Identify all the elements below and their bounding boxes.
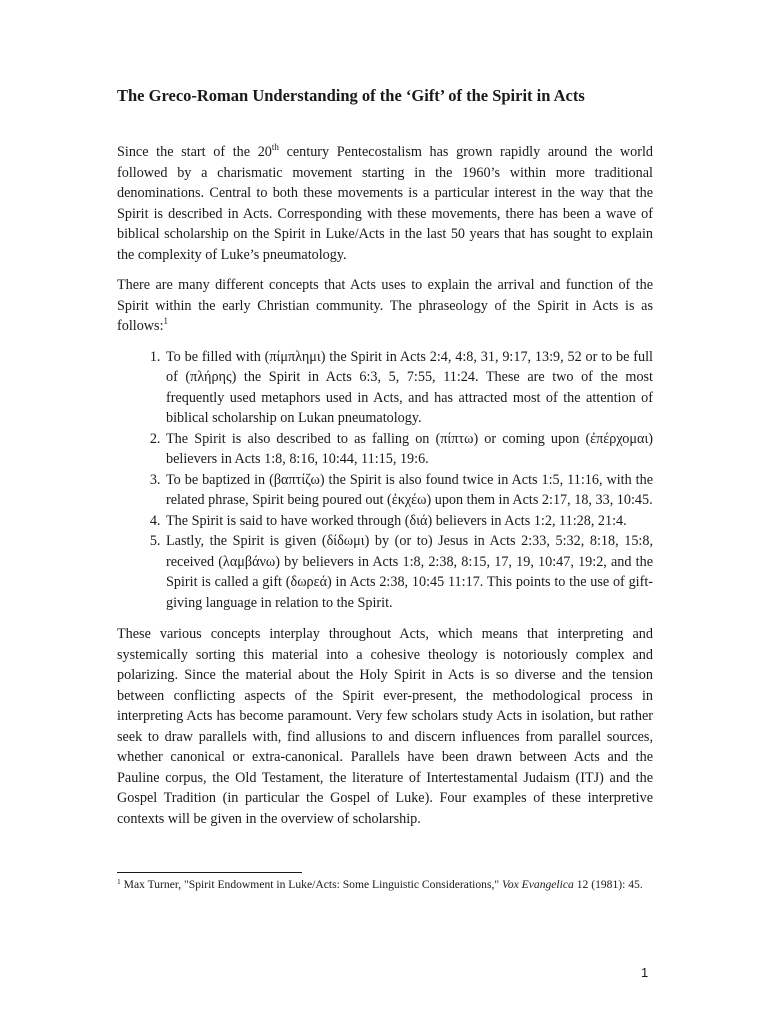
list-item: 1. To be filled with (πίμπλημι) the Spirit in Acts 2:4, 4:8, 31, 9:17, 13:9, 52 or to be full of (πλήρης) the Spirit in Acts 6:3, 5, 7:55, 11:24. These are two of the most frequently used metaphors used in Acts, and has attracted most of the attention of biblical scholarship on Lukan pneumatology. bbox=[164, 347, 653, 429]
paragraph-intro-start: Since the start of the 20 bbox=[117, 144, 272, 160]
ordinal-suffix: th bbox=[271, 142, 279, 152]
footnote-marker: 1 bbox=[117, 877, 121, 886]
phraseology-list bbox=[117, 347, 653, 614]
list-item: 5. Lastly, the Spirit is given (δίδωμι) by (or to) Jesus in Acts 2:33, 5:32, 8:18, 15:8, received (λαμβάνω) by believers in Acts 1:8, 2:38, 8:15, 17, 19, 10:47, 19:2, and the Spirit is called a gift (δωρεά) in Acts 2:38, 10:45 11:17. This points to the use of gift-giving language in relation to the Spirit. bbox=[164, 531, 653, 613]
paragraph-concepts bbox=[117, 275, 653, 337]
footnote-text-end: 12 (1981): 45. bbox=[573, 878, 643, 891]
footnote-journal: Vox Evangelica bbox=[502, 878, 574, 891]
paragraph-intro bbox=[117, 142, 653, 265]
footnote bbox=[117, 878, 653, 893]
list-item: 3. To be baptized in (βαπτίζω) the Spirit is also found twice in Acts 1:5, 11:16, with the related phrase, Spirit being poured out (ἐκχέω) upon them in Acts 2:17, 18, 33, 10:45. bbox=[164, 470, 653, 511]
page-number: 1 bbox=[641, 965, 649, 980]
list-item: 4. The Spirit is said to have worked through (διά) believers in Acts 1:2, 11:28, 21:4. bbox=[164, 511, 653, 532]
document-title: The Greco-Roman Understanding of the ‘Gift’ of the Spirit in Acts bbox=[117, 86, 585, 105]
footnote-reference: 1 bbox=[163, 316, 169, 326]
paragraph-interplay: These various concepts interplay throughout Acts, which means that interpreting and systemically sorting this material into a cohesive theology is notoriously complex and polarizing. Since the material about the Holy Spirit in Acts is so diverse and the tension between conflicting aspects of the Spirit ever-present, the methodological process in interpreting Acts has become paramount. Very few scholars study Acts in isolation, but rather seek to draw parallels with, find allusions to and discern influences from parallel sources, whether canonical or extra-canonical. Parallels have been drawn between Acts and the Pauline corpus, the Old Testament, the literature of Intertestamental Judaism (ITJ) and the Gospel Tradition (in particular the Gospel of Luke). Four examples of these interpretive contexts will be given in the overview of scholarship. bbox=[117, 626, 653, 827]
list-item: 2. The Spirit is also described to as falling on (πίπτω) or coming upon (ἐπέρχομαι) believers in Acts 1:8, 8:16, 10:44, 11:15, 19:6. bbox=[164, 429, 653, 470]
document-page bbox=[117, 0, 653, 1024]
footnote-text-start: Max Turner, "Spirit Endowment in Luke/Acts: Some Linguistic Considerations," bbox=[120, 878, 503, 891]
footnote-divider bbox=[117, 872, 302, 873]
document-body bbox=[117, 142, 653, 839]
paragraph-concepts-text: There are many different concepts that Acts uses to explain the arrival and function of the Spirit within the early Christian community. The phraseology of the Spirit in Acts is as follows: bbox=[117, 277, 653, 334]
paragraph-intro-rest: century Pentecostalism has grown rapidly around the world followed by a charismatic movement starting in the 1960’s within more traditional denominations. Central to both these movements is a particular interest in the way that the Spirit is described in Acts. Corresponding with these movements, there has been a wave of biblical scholarship on the Spirit in Luke/Acts in the last 50 years that has sought to explain the complexity of Luke’s pneumatology. bbox=[117, 144, 653, 263]
